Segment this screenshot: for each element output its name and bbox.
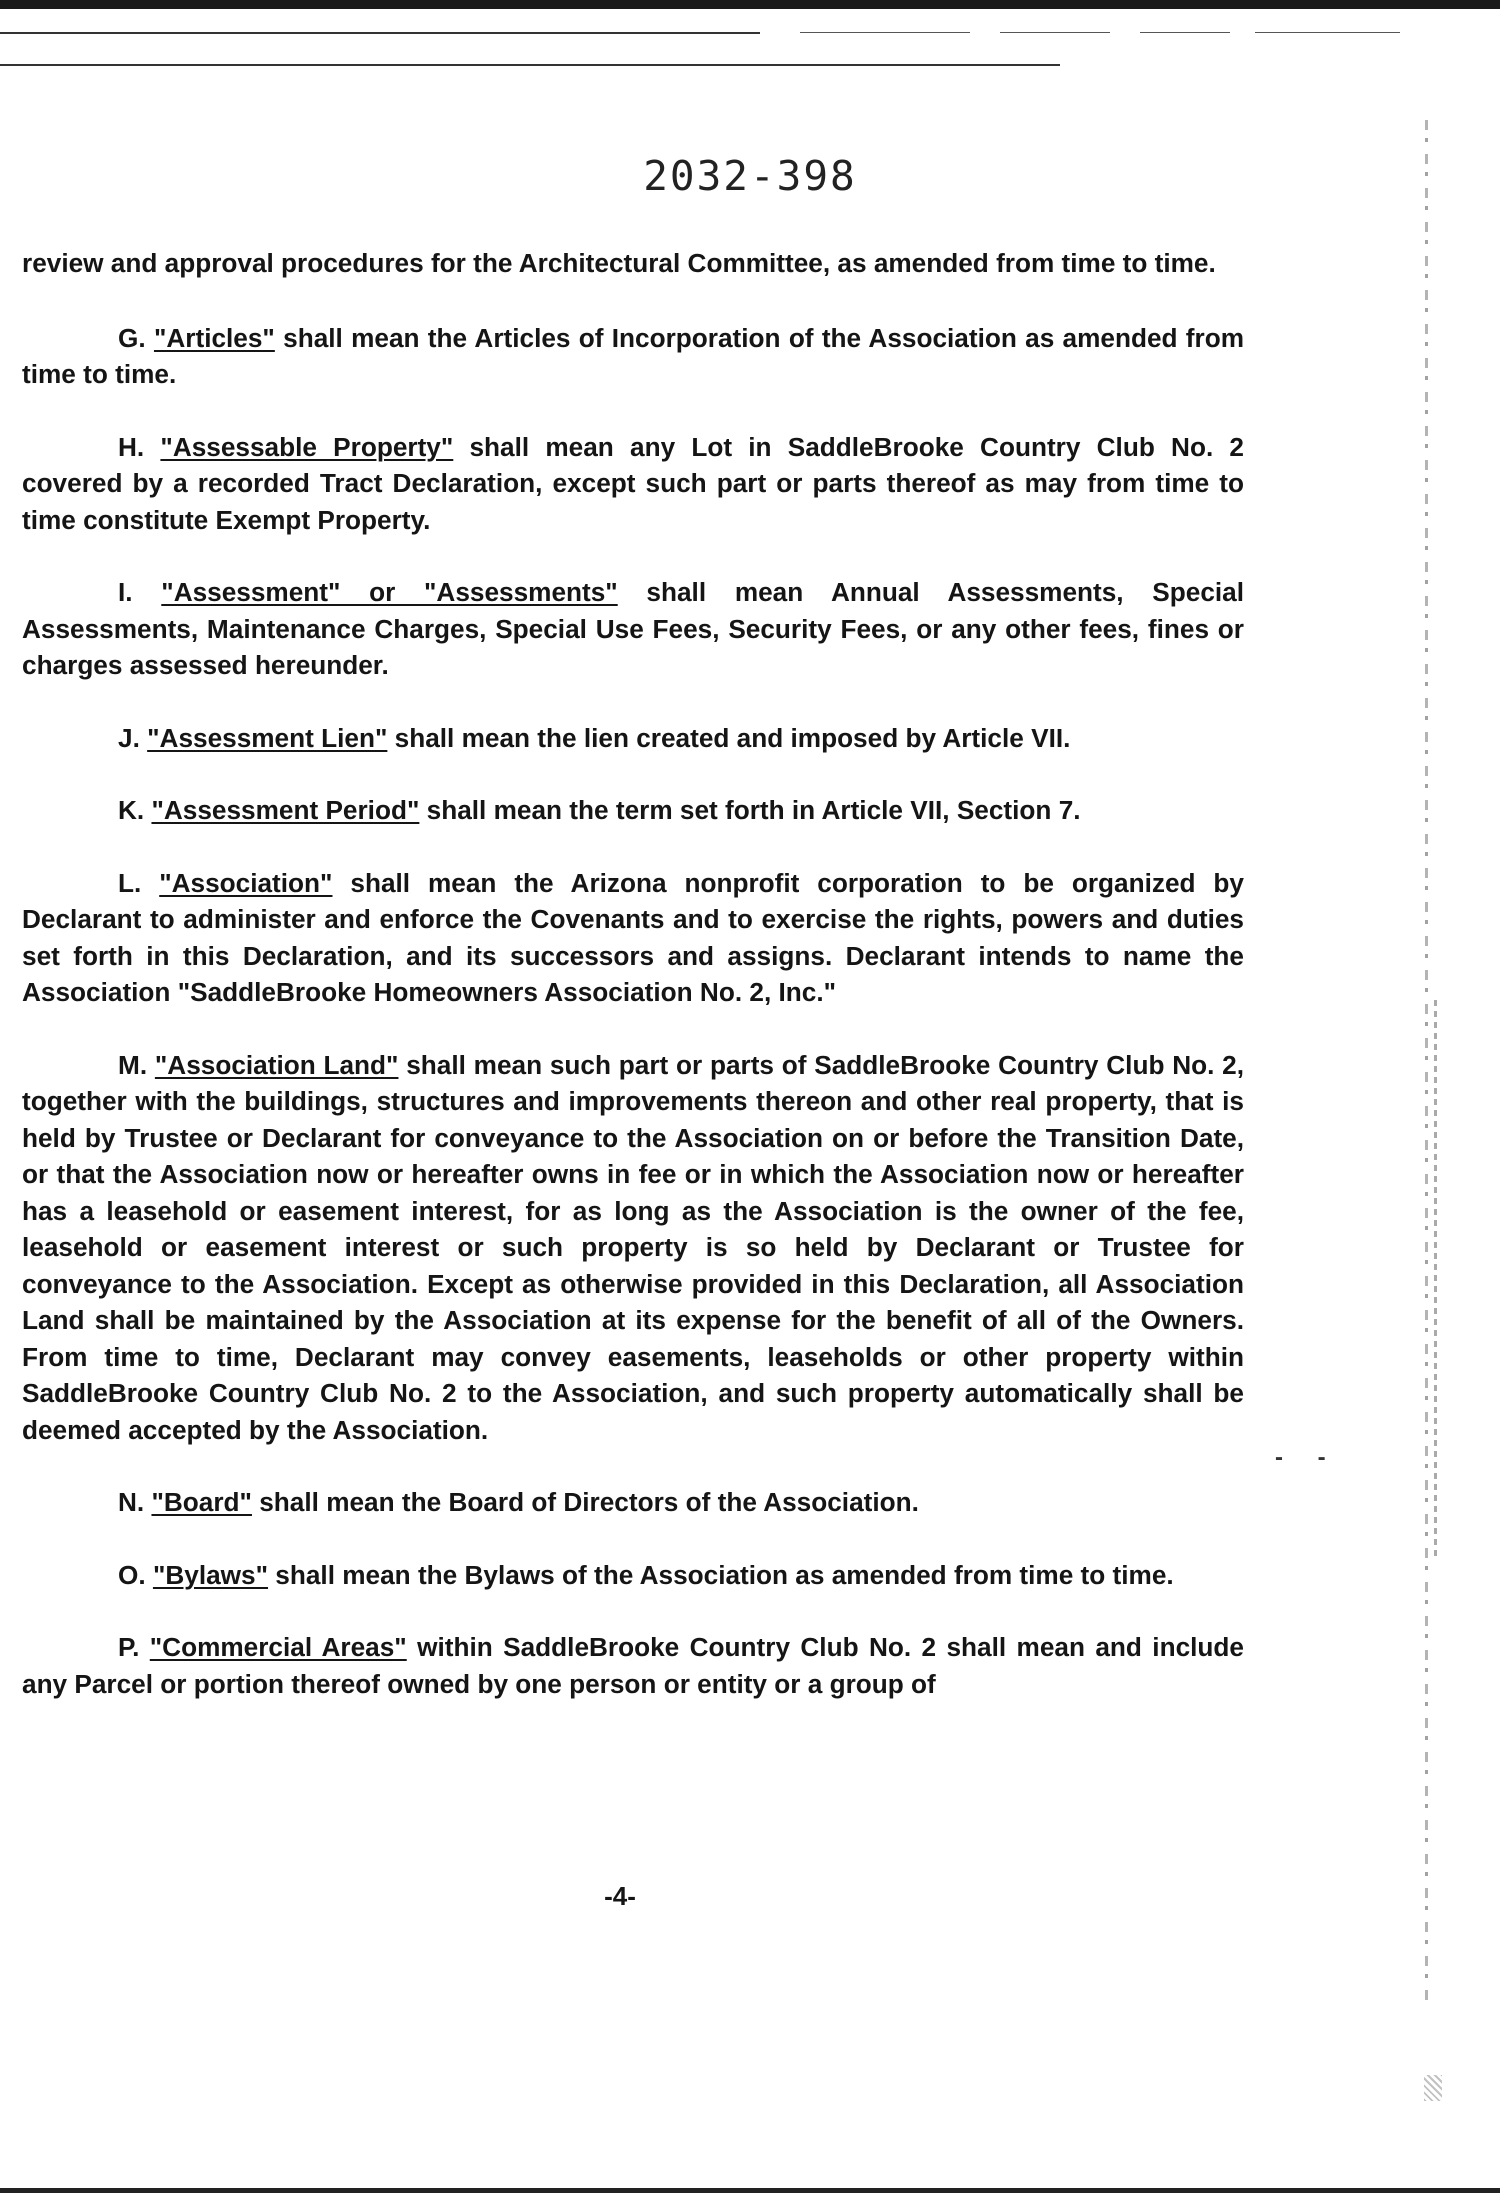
definition-letter: H.	[118, 431, 145, 462]
scan-edge-mark: - -	[1275, 1444, 1340, 1471]
definition-letter: L.	[118, 867, 142, 898]
definition-letter: P.	[118, 1632, 140, 1662]
defined-term: "Assessment Lien"	[147, 722, 388, 753]
definition-text: within SaddleBrooke Country Club No. 2 shall mean and include any Parcel or portion thereof owned by one person or entity or a group of	[22, 1632, 1244, 1699]
definition-n	[22, 1484, 1244, 1521]
definition-j	[22, 720, 1244, 757]
definition-p	[22, 1629, 1244, 1702]
definition-k	[22, 792, 1244, 829]
header-rule	[0, 64, 1060, 66]
definition-text: shall mean the Articles of Incorporation of the Association as amended from time to time.	[22, 322, 1244, 389]
definition-letter: N.	[118, 1487, 145, 1517]
scan-top-edge	[0, 0, 1500, 9]
defined-term: "Board"	[151, 1487, 252, 1517]
defined-term: "Bylaws"	[152, 1559, 269, 1590]
definition-letter: K.	[118, 795, 145, 825]
header-rule	[1255, 32, 1400, 33]
definition-text: shall mean any Lot in SaddleBrooke Country Club No. 2 covered by a recorded Tract Declaration, except such part or parts thereof as may from time to time constitute Exempt Property.	[22, 431, 1244, 535]
definition-text: shall mean Annual Assessments, Special Assessments, Maintenance Charges, Special Use Fees, Security Fees, or any other fees, fines or charges assessed hereunder.	[22, 577, 1244, 680]
defined-term: "Articles"	[153, 322, 275, 353]
defined-term: "Association Land"	[154, 1049, 399, 1080]
definition-text: shall mean such part or parts of SaddleBrooke Country Club No. 2, together with the buildings, structures and improvements thereon and other real property, that is held by Trustee or Declarant for conveyance to the Association on or before the Transition Date, or that the Association now or hereafter owns in fee or in which the Association now or hereafter has a leasehold or easement interest, for as long as the Association is the owner of the fee, leasehold or easement interest or such property is so held by Declarant or Trustee for conveyance to the Association. Except as otherwise provided in this Declaration, all Association Land shall be maintained by the Association at its expense for the benefit of all of the Owners. From time to time, Declarant may convey easements, leaseholds or other property within SaddleBrooke Country Club No. 2 to the Association, and such property automatically shall be deemed accepted by the Association.	[22, 1049, 1245, 1445]
definition-l	[22, 865, 1244, 1011]
header-rule	[1140, 32, 1230, 33]
definition-g	[22, 320, 1244, 393]
document-number: 2032-398	[643, 152, 857, 200]
definition-i	[22, 574, 1244, 684]
definition-letter: G.	[118, 322, 146, 353]
definition-letter: I.	[118, 577, 133, 607]
scan-margin-artifact	[1434, 1000, 1437, 1560]
definition-text: shall mean the lien created and imposed by Article VII.	[387, 722, 1071, 753]
page-number: -4-	[604, 1881, 636, 1911]
definition-text: shall mean the term set forth in Article VII, Section 7.	[419, 795, 1081, 825]
definition-letter: O.	[118, 1559, 146, 1590]
defined-term: "Association"	[159, 867, 333, 898]
definition-text: shall mean the Arizona nonprofit corporation to be organized by Declarant to administer and enforce the Covenants and to exercise the rights, powers and duties set forth in this Declaration, and its successors and assigns. Declarant intends to name the Association "SaddleBrooke Homeowners Association No. 2, Inc."	[22, 867, 1244, 1007]
scan-speck	[1424, 2075, 1442, 2101]
defined-term: "Assessment" or "Assessments"	[161, 577, 618, 607]
header-rule	[0, 32, 760, 34]
definition-letter: J.	[118, 722, 140, 753]
header-rule	[1000, 32, 1110, 33]
intro-paragraph: review and approval procedures for the Architectural Committee, as amended from time to time.	[22, 248, 1216, 278]
definition-o	[22, 1557, 1244, 1594]
definition-text: shall mean the Board of Directors of the Association.	[251, 1487, 919, 1517]
header-rule	[800, 32, 970, 33]
definition-h	[22, 429, 1244, 539]
definition-m	[22, 1047, 1244, 1449]
scan-bottom-edge	[0, 2188, 1500, 2193]
definition-letter: M.	[118, 1049, 148, 1080]
defined-term: "Assessment Period"	[151, 795, 420, 825]
defined-term: "Assessable Property"	[160, 431, 454, 462]
document-body	[22, 245, 1244, 1738]
definition-text: shall mean the Bylaws of the Association as amended from time to time.	[268, 1559, 1174, 1590]
scan-margin-artifact	[1425, 120, 1428, 2000]
defined-term: "Commercial Areas"	[149, 1632, 407, 1662]
